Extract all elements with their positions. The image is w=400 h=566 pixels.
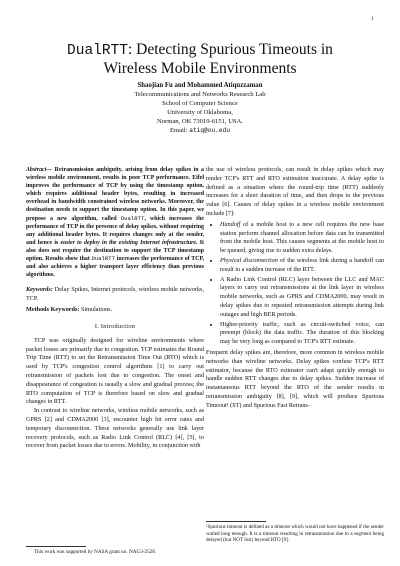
email-link[interactable]: atiq@ou.edu xyxy=(189,126,231,134)
list-item-text: Higher-priority traffic, such as circuit-switched voice, can preempt (block) the data traffic. The duration of this blocking may be very long as compared to TCP's RTT estimate. xyxy=(220,320,384,346)
author-university: University of Oklahoma, xyxy=(167,108,233,116)
paper-title xyxy=(20,41,380,78)
keywords xyxy=(26,286,204,303)
author-email-line xyxy=(40,127,360,136)
list-item-text: of the wireless link during a handoff can result in a sudden increase of the RTT. xyxy=(220,256,384,273)
left-column xyxy=(26,166,204,451)
title-line2: Wireless Mobile Environments xyxy=(103,60,297,77)
funding-footnote: This work was supported by NASA grant no. NAG3-2528. xyxy=(34,549,157,555)
author-block xyxy=(40,82,360,135)
right-column xyxy=(206,166,384,411)
list-item xyxy=(220,321,384,347)
email-label: Email: xyxy=(169,126,190,134)
list-item xyxy=(220,257,384,275)
author-names: Shaojian Fu and Mohammed Atiquzzaman xyxy=(137,82,263,89)
list-item-text: A Radio Link Control (RLC) layer between the LLC and MAC layers to carry out retransmissions at the link layer in wireless mobile networks, such as GPRS and CDMA2000, may result in delay spikes due to repeated retransmission attempts during link outages and high BER periods. xyxy=(220,275,384,318)
list-item-text: of a mobile host to a new cell requires the new base station perform channel allocation before data can be transmitted from the mobile host. This causes segments at the mobile host to be queued, giving rise to sudden extra delays. xyxy=(220,220,384,255)
delay-spike-causes-list xyxy=(206,221,384,347)
intro-paragraph-2: In contrast to wireline networks, wireless mobile networks, such as GPRS [2] and CDMA2000 [3], encounter high bit error rates and temporary disconnection. These networks generally use link layer recovery protocols, such as Radio Link Control (RLC) [4], [5], to recover from packet losses due to errors. Mobility, in conjunction with xyxy=(26,407,204,450)
abstract-label: Abstract xyxy=(26,167,47,173)
right-paragraph-1: the use of wireless protocols, can result in delay spikes which may render TCP's RTT and RTO estimation inaccurate. A delay spike is defined as a situation where the round-trip time (RTT) suddenly increases for a short duration of time, and then drops to the previous value [6]. Causes of delay spikes in a wireless mobile environment include [7]: xyxy=(206,166,384,217)
keywords-text: Delay Spikes, Internet protocols, wireless mobile networks, TCP. xyxy=(26,286,204,302)
footnote-divider xyxy=(26,546,86,547)
abstract xyxy=(26,166,204,279)
methods-label: Methods Keywords: xyxy=(26,305,80,313)
section-heading: I. Introduction xyxy=(94,323,136,331)
list-item-emphasis: Physical disconnection xyxy=(220,256,278,264)
author-school: School of Computer Science xyxy=(162,99,238,107)
keywords-label: Keywords: xyxy=(26,286,53,294)
author-lab: Telecommunications and Networks Research Lab xyxy=(134,90,266,98)
list-item-emphasis: Handoff xyxy=(220,220,241,228)
right-paragraph-2: Frequent delay spikes are, therefore, more common in wireless mobile networks than wireline networks. Delay spikes confuse TCP's RTT estimator, because the RTO estimator can't adapt quickly enough to handle sudden RTT changes due to delay spikes. Sudden increase of instantaneous RTT beyond the RTO of the sender results in retransmission ambiguity [8], [9], which will produce Spurious Timeout¹ (ST) and Spurious Fast Retrans- xyxy=(206,348,384,409)
list-item xyxy=(220,221,384,256)
title-line1-rest: : Detecting Spurious Timeouts in xyxy=(127,41,333,58)
footnote-divider-right xyxy=(206,521,266,522)
abstract-text: increases the performance of TCP, and also achieves a higher transport layer efficiency than previous algorithms. xyxy=(26,256,204,279)
page-number: 1 xyxy=(371,16,374,22)
methods-keywords xyxy=(26,306,204,315)
abstract-italic: easier to deploy in the existing Internet infrastructure xyxy=(60,239,197,246)
author-address: Norman, OK 73019-6151, USA. xyxy=(156,117,244,125)
abstract-text: — Retransmission ambiguity, arising from delay spikes in a wireless mobile environment, results in poor TCP performance. Eifel improves the performance of TCP by using the timestamp option, which requires additional header bytes, resulting in increased overhead in bandwidth constrained wireless networks. Moreover, the destination needs to support the timestamp option. In this paper, we propose a new algorithm, called xyxy=(26,167,204,222)
list-item xyxy=(220,276,384,320)
spurious-timeout-footnote: ¹Spurious timeout is defined as a timeout which would not have happened if the sender waited long enough. It is a timeout resulting in retransmission due to a segment being delayed (but NOT lost) beyond RTO [9]. xyxy=(206,524,384,544)
abstract-text: , which increases the performance of TCP in the presence of delay spikes, without requiring any additional header bytes. It requires changes only at the sender, and hence is xyxy=(26,215,204,246)
abstract-mono: DualRTT xyxy=(120,214,145,222)
abstract-mono: DualRTT xyxy=(91,255,115,263)
intro-paragraph-1: TCP was originally designed for wireline environments where packet losses are primarily due to congestion. TCP estimates the Round Trip Time (RTT) to set the Retransmission Time Out (RTO) which is used by TCP's congestion control algorithms [1] to carry out retransmission of packets lost due to congestion. The onset and disappearance of congestion is usually a slow and gradual process; the RTO computation of TCP is therefore based on slow and gradual changes in RTT. xyxy=(26,336,204,406)
title-mono-part: DualRTT xyxy=(67,43,128,59)
abstract-text: . It also does not require the destination to support the TCP timestamp option. Results show that xyxy=(26,239,204,263)
methods-text: Simulations. xyxy=(79,305,113,313)
